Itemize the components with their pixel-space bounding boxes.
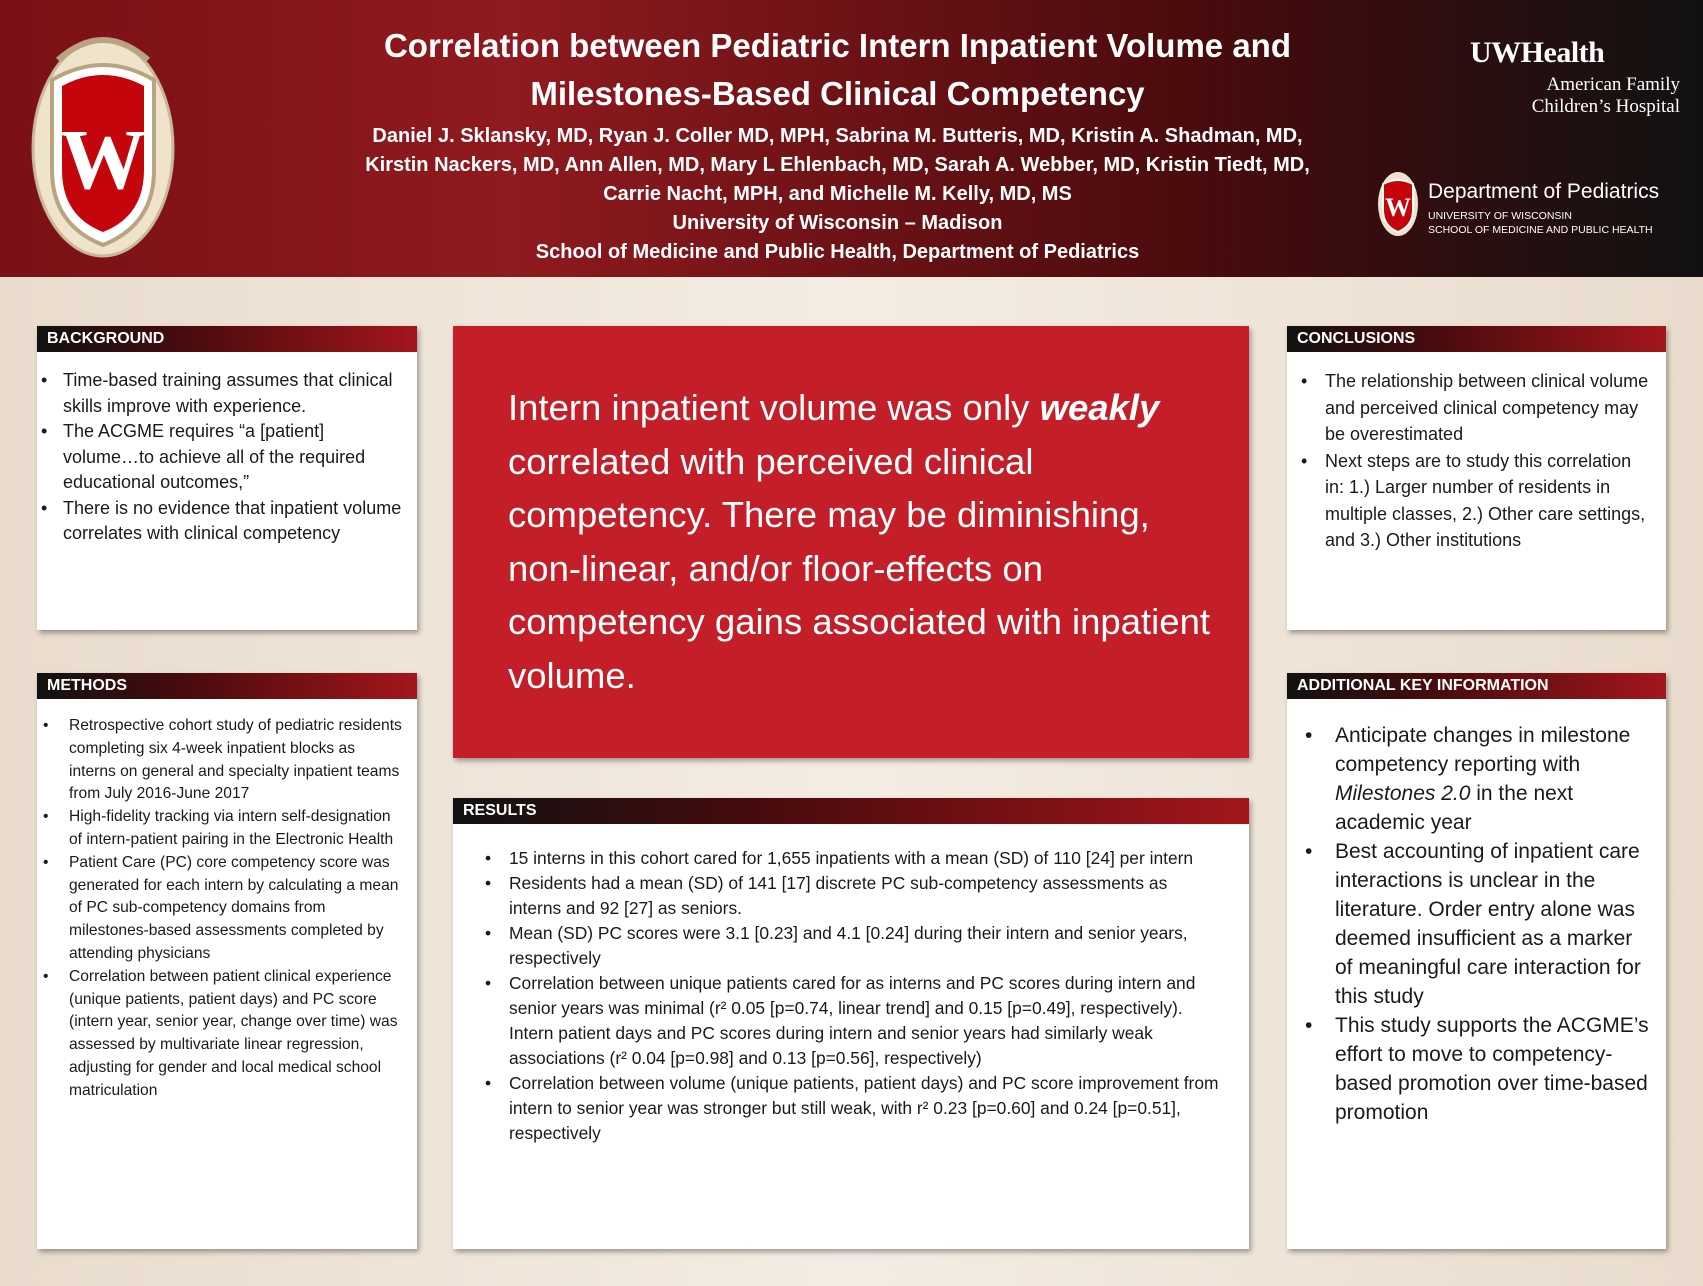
results-list [453,824,1249,1146]
list-item: • Retrospective cohort study of pediatric residents completing six 4-week inpatient blocks as interns on general and specialty inpatient teams from July 2016-June 2017 [69,715,405,806]
conclusions-list [1287,352,1666,554]
additional-info-list [1287,699,1666,1127]
list-item: • Mean (SD) PC scores were 3.1 [0.23] and 4.1 [0.24] during their intern and senior years, respectively [509,921,1219,971]
conclusions-panel [1287,326,1666,630]
key-message-box [453,326,1249,758]
key-message-part-1: Intern inpatient volume was only [508,387,1040,428]
list-item: • 15 interns in this cohort cared for 1,655 inpatients with a mean (SD) of 110 [24] per intern [509,846,1219,871]
background-list [37,352,417,547]
institution-line-1: University of Wisconsin – Madison [672,212,1003,234]
list-item: • Patient Care (PC) core competency score was generated for each intern by calculating a mean of PC sub-competency domains from milestones-based assessments completed by attending physicians [69,852,405,966]
dept-sub-line-1: UNIVERSITY OF WISCONSIN [1428,210,1572,222]
key-message-emphasis: weakly [1039,387,1160,428]
results-heading: RESULTS [453,798,1249,824]
key-message-text [508,381,1223,702]
additional-info-panel [1287,673,1666,1249]
methods-list [37,699,417,1103]
results-panel [453,798,1249,1249]
poster-header [0,0,1703,277]
list-item: • The relationship between clinical volume and perceived clinical competency may be overestimated [1325,368,1654,448]
uw-health-sub-line-1: American Family [1546,74,1680,95]
uw-health-logo [1470,36,1680,118]
conclusions-heading: CONCLUSIONS [1287,326,1666,352]
list-item: • Next steps are to study this correlation in: 1.) Larger number of residents in multiple classes, 2.) Other care settings, and 3.) Other institutions [1325,448,1654,554]
list-item: • This study supports the ACGME’s effort to move to competency-based promotion over time-based promotion [1335,1011,1654,1127]
list-item: • Correlation between unique patients cared for as interns and PC scores during intern and senior years was minimal (r² 0.05 [p=0.74, linear trend] and 0.15 [p=0.49], respectively). Intern patient days and PC scores during intern and senior years had similarly weak associations (r² 0.04 [p=0.98] and 0.13 [p=0.56], respectively) [509,971,1219,1071]
uw-crest-logo [28,20,178,260]
methods-heading: METHODS [37,673,417,699]
poster-title [300,22,1375,118]
authors-line-3: Carrie Nacht, MPH, and Michelle M. Kelly, MD, MS [603,183,1072,205]
list-item: • High-fidelity tracking via intern self-designation of intern-patient pairing in the Electronic Health [69,806,405,852]
list-item: • Time-based training assumes that clinical skills improve with experience. [63,368,405,419]
key-message-part-2: correlated with perceived clinical competency. There may be diminishing, non-linear, and/or floor-effects on competency gains associated with inpatient volume. [508,440,1211,696]
background-panel [37,326,417,630]
additional-item-1-tail: in the next academic year [1335,782,1574,834]
authors-line-2: Kirstin Nackers, MD, Ann Allen, MD, Mary L Ehlenbach, MD, Sarah A. Webber, MD, Kristin Tiedt, MD, [365,154,1310,176]
dept-title: Department of Pediatrics [1428,180,1660,203]
list-item: • Residents had a mean (SD) of 141 [17] discrete PC sub-competency assessments as interns and 92 [27] as seniors. [509,871,1219,921]
crest-letter: W [60,111,146,207]
additional-info-heading: ADDITIONAL KEY INFORMATION [1287,673,1666,699]
title-line-1: Correlation between Pediatric Intern Inpatient Volume and [383,27,1292,64]
additional-item-1-text: Anticipate changes in milestone competency reporting with [1335,724,1631,776]
dept-subtitle [1428,209,1653,237]
dept-sub-line-2: SCHOOL OF MEDICINE AND PUBLIC HEALTH [1428,224,1653,236]
uw-health-subtitle [1470,74,1680,118]
title-line-2: Milestones-Based Clinical Competency [530,75,1145,112]
uw-health-sub-line-2: Children’s Hospital [1531,96,1680,117]
background-heading: BACKGROUND [37,326,417,352]
institution-line-2: School of Medicine and Public Health, Department of Pediatrics [535,241,1140,263]
authors-line-1: Daniel J. Sklansky, MD, Ryan J. Coller MD, MPH, Sabrina M. Butteris, MD, Kristin A. Shadman, MD, [372,125,1303,147]
list-item: • The ACGME requires “a [patient] volume…to achieve all of the required educational outcomes,” [63,419,405,496]
list-item: • Correlation between patient clinical experience (unique patients, patient days) and PC score (intern year, senior year, change over time) was assessed by multivariate linear regression, adjusting for gender and local medical school matriculation [69,966,405,1103]
uw-health-wordmark: UWHealth [1470,36,1605,69]
milestones-title: Milestones 2.0 [1335,782,1471,805]
methods-panel [37,673,417,1249]
list-item: • Correlation between volume (unique patients, patient days) and PC score improvement from intern to senior year was stronger but still weak, with r² 0.23 [p=0.60] and 0.24 [p=0.51], respectively [509,1071,1219,1146]
dept-crest-letter: W [1385,193,1411,222]
list-item: • There is no evidence that inpatient volume correlates with clinical competency [63,496,405,547]
list-item [1335,721,1654,837]
dept-crest-icon [1376,166,1420,238]
authors-block [300,122,1375,267]
list-item: • Best accounting of inpatient care interactions is unclear in the literature. Order entry alone was deemed insufficient as a marker of meaningful care interaction for this study [1335,837,1654,1011]
